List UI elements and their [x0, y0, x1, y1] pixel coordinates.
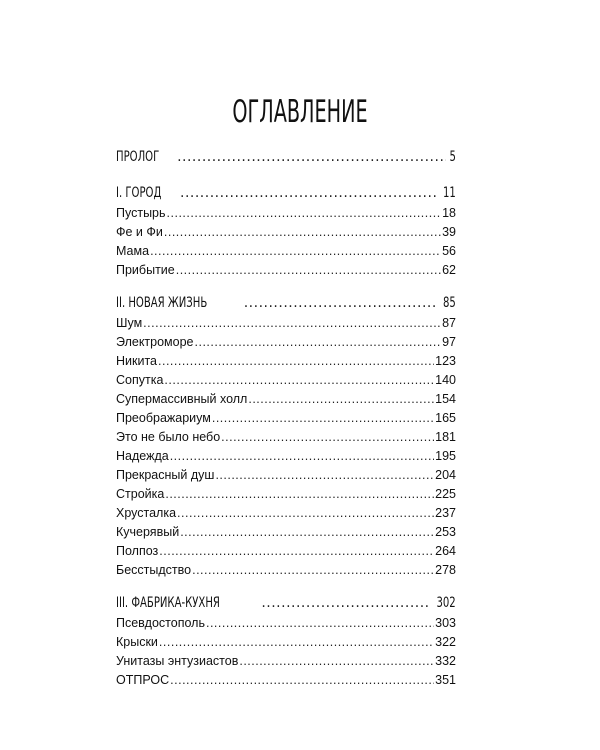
toc-chapter [116, 466, 456, 485]
toc-page-number: 97 [442, 335, 456, 349]
toc-chapter-label: Фе и Фи [116, 225, 163, 239]
toc-page-number: 62 [442, 263, 456, 277]
toc-chapter [116, 652, 456, 671]
dot-leader [206, 614, 434, 633]
toc-chapter [116, 204, 456, 223]
toc-entry-label: ПРОЛОГ [116, 149, 160, 165]
toc-chapter [116, 633, 456, 652]
dot-leader [180, 523, 434, 542]
dot-leader [165, 485, 434, 504]
dot-leader [150, 242, 441, 261]
toc-chapter-label: Пустырь [116, 206, 166, 220]
toc-chapter-label: Сопутка [116, 373, 164, 387]
toc-chapter-label: Крыски [116, 635, 158, 649]
toc-page-number: 87 [442, 316, 456, 330]
toc-chapter [116, 447, 456, 466]
dot-leader [180, 182, 437, 204]
toc-chapter [116, 542, 456, 561]
dot-leader [248, 390, 434, 409]
toc-chapter-label: Это не было небо [116, 430, 221, 444]
toc-page-number: 165 [435, 411, 456, 425]
toc-part-label: III. ФАБРИКА-КУХНЯ [116, 595, 220, 611]
dot-leader [244, 292, 437, 314]
toc-chapter-label: Полпоз [116, 544, 159, 558]
toc-entry-prolog [116, 146, 456, 168]
toc-chapter [116, 671, 456, 690]
toc-chapter [116, 314, 456, 333]
toc-page-number: 123 [435, 354, 456, 368]
toc-chapter-label: Прекрасный душ [116, 468, 215, 482]
toc-page-number: 56 [442, 244, 456, 258]
dot-leader [159, 633, 434, 652]
toc-page-number: 140 [435, 373, 456, 387]
toc-page-number: 332 [435, 654, 456, 668]
toc-chapter [116, 390, 456, 409]
toc-part-1 [116, 182, 456, 204]
toc-chapter-label: ОТПРОС [116, 673, 170, 687]
toc-chapter [116, 428, 456, 447]
toc-page-number: 322 [435, 635, 456, 649]
toc-page-number: 278 [435, 563, 456, 577]
dot-leader [143, 314, 441, 333]
dot-leader [192, 561, 434, 580]
toc-page-number: 18 [442, 206, 456, 220]
toc-chapter [116, 333, 456, 352]
toc-chapter [116, 371, 456, 390]
toc-chapter-label: Прибытие [116, 263, 175, 277]
toc-chapter [116, 261, 456, 280]
toc-part-label: I. ГОРОД [116, 185, 162, 201]
dot-leader [195, 333, 442, 352]
toc-chapter-label: Электроморе [116, 335, 194, 349]
dot-leader [164, 371, 434, 390]
toc-page-number: 11 [443, 185, 456, 201]
toc-chapter-label: Стройка [116, 487, 165, 501]
table-of-contents [116, 146, 456, 690]
dot-leader [261, 592, 428, 614]
dot-leader [215, 466, 434, 485]
dot-leader [177, 146, 446, 168]
toc-chapter-label: Мама [116, 244, 150, 258]
toc-part-2 [116, 292, 456, 314]
toc-chapter [116, 242, 456, 261]
toc-chapter [116, 504, 456, 523]
toc-chapter-label: Хрусталка [116, 506, 177, 520]
dot-leader [221, 428, 434, 447]
toc-page-number: 154 [435, 392, 456, 406]
toc-page-number: 195 [435, 449, 456, 463]
toc-page-number: 181 [435, 430, 456, 444]
toc-page-number: 253 [435, 525, 456, 539]
toc-page-number: 85 [443, 295, 456, 311]
toc-chapter-label: Преображариум [116, 411, 211, 425]
toc-chapter-label: Унитазы энтузиастов [116, 654, 239, 668]
dot-leader [170, 447, 434, 466]
page-title: ОГЛАВЛЕНИЕ [232, 94, 368, 130]
toc-chapter [116, 614, 456, 633]
toc-page-number: 204 [435, 468, 456, 482]
toc-chapter [116, 561, 456, 580]
toc-page-number: 237 [435, 506, 456, 520]
toc-chapter [116, 485, 456, 504]
toc-page-number: 39 [442, 225, 456, 239]
toc-page-number: 351 [435, 673, 456, 687]
dot-leader [176, 261, 441, 280]
dot-leader [177, 504, 434, 523]
dot-leader [167, 204, 442, 223]
toc-chapter-label: Псевдостополь [116, 616, 205, 630]
dot-leader [158, 352, 434, 371]
toc-chapter-label: Надежда [116, 449, 169, 463]
toc-page-number: 302 [436, 595, 456, 611]
toc-chapter [116, 523, 456, 542]
toc-chapter-label: Никита [116, 354, 157, 368]
toc-page-number: 225 [435, 487, 456, 501]
toc-part-3 [116, 592, 456, 614]
toc-chapter [116, 352, 456, 371]
toc-page-number: 264 [435, 544, 456, 558]
toc-chapter-label: Кучерявый [116, 525, 180, 539]
toc-page-number: 303 [435, 616, 456, 630]
dot-leader [159, 542, 434, 561]
dot-leader [212, 409, 434, 428]
toc-chapter [116, 409, 456, 428]
dot-leader [164, 223, 441, 242]
toc-chapter-label: Супермассивный холл [116, 392, 248, 406]
toc-page-number: 5 [449, 149, 456, 165]
dot-leader [170, 671, 434, 690]
dot-leader [239, 652, 434, 671]
toc-chapter-label: Бесстыдство [116, 563, 192, 577]
toc-part-label: II. НОВАЯ ЖИЗНЬ [116, 295, 208, 311]
toc-chapter-label: Шум [116, 316, 143, 330]
toc-chapter [116, 223, 456, 242]
